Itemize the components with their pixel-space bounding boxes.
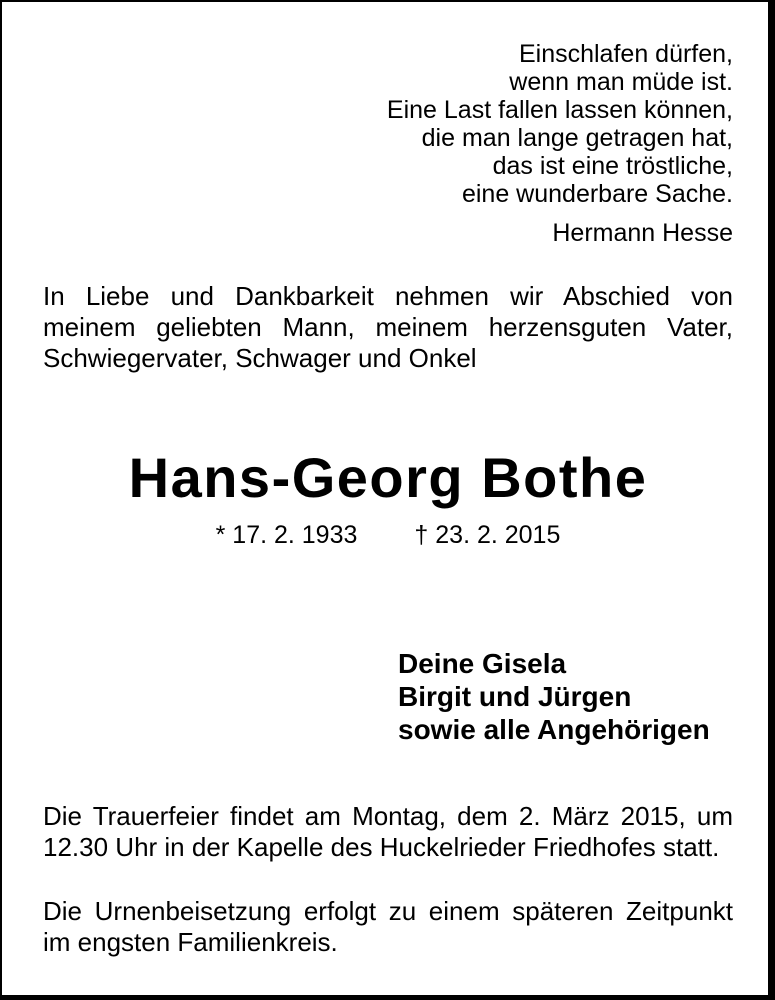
- intro-line: Schwiegervater, Schwager und Onkel: [43, 343, 477, 373]
- intro-line: In Liebe und Dankbarkeit nehmen wir Abschied von: [43, 281, 733, 311]
- ceremony-line: Die Trauerfeier findet am Montag, dem 2. März 2015, um: [43, 801, 733, 831]
- quote-line: eine wunderbare Sache.: [461, 180, 733, 208]
- ceremony-paragraph: [43, 801, 733, 863]
- mourner-line: sowie alle Angehörigen: [398, 714, 710, 745]
- burial-line: im engsten Familienkreis.: [43, 927, 338, 957]
- deceased-name: Hans-Georg Bothe: [128, 446, 648, 509]
- quote-line: wenn man müde ist.: [509, 68, 733, 96]
- burial-line: Die Urnenbeisetzung erfolgt zu einem späteren Zeitpunkt: [43, 896, 733, 926]
- birth-date: * 17. 2. 1933: [215, 521, 358, 549]
- intro-line: meinem geliebten Mann, meinem herzensguten Vater,: [43, 312, 733, 342]
- mourner-line: Birgit und Jürgen: [398, 681, 632, 712]
- quote-line: Eine Last fallen lassen können,: [386, 96, 733, 124]
- burial-paragraph: [43, 896, 733, 958]
- quote-line: die man lange getragen hat,: [421, 124, 733, 152]
- quote-attribution: Hermann Hesse: [552, 219, 733, 247]
- ceremony-line: 12.30 Uhr in der Kapelle des Huckelrieder Friedhofes statt.: [43, 832, 720, 862]
- intro-paragraph: [43, 281, 733, 374]
- quote-line: das ist eine tröstliche,: [492, 152, 733, 180]
- life-dates: [43, 520, 733, 550]
- mourner-line: Deine Gisela: [398, 648, 567, 679]
- quote-block: [43, 40, 733, 208]
- quote-line: Einschlafen dürfen,: [518, 40, 733, 68]
- mourners-block: [398, 647, 733, 746]
- death-date: † 23. 2. 2015: [414, 521, 561, 549]
- notice-content: [2, 40, 768, 1000]
